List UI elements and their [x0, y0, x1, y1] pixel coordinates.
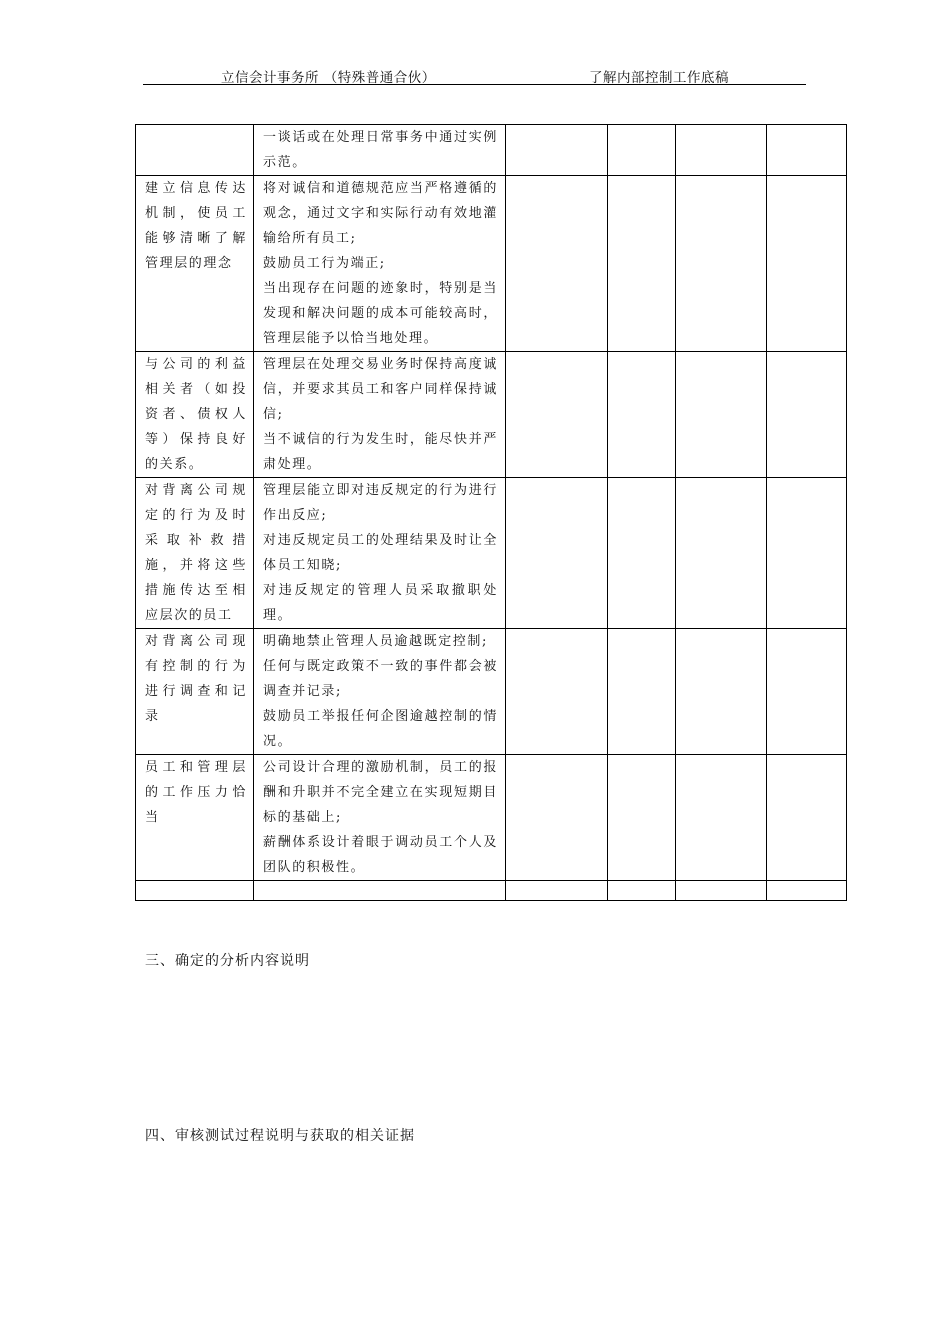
control-description-text: 一谈话或在处理日常事务中通过实例示范。 — [263, 130, 498, 170]
control-checklist-table — [135, 124, 847, 901]
empty-cell — [676, 478, 767, 629]
control-description-cell — [254, 881, 506, 901]
table-row — [136, 629, 847, 755]
control-description-text: 任何与既定政策不一致的事件都会被调查并记录; — [263, 659, 498, 699]
control-item-cell — [136, 629, 254, 755]
empty-cell — [608, 629, 676, 755]
empty-cell — [676, 881, 767, 901]
empty-cell — [767, 176, 847, 352]
table-row — [136, 125, 847, 176]
empty-cell — [676, 125, 767, 176]
control-description-text: 鼓励员工行为端正; — [263, 256, 386, 271]
page-header — [143, 62, 806, 85]
empty-cell — [506, 478, 608, 629]
empty-cell — [608, 755, 676, 881]
control-item-text: 对背离公司规定的行为及时采取补救措施，并将这些措施传达至相应层次的员工 — [145, 483, 247, 623]
empty-cell — [608, 478, 676, 629]
empty-cell — [506, 176, 608, 352]
control-item-text: 与公司的利益相关者（如投资者、债权人等）保持良好的关系。 — [145, 357, 247, 472]
control-description-cell — [254, 478, 506, 629]
empty-cell — [676, 755, 767, 881]
empty-cell — [608, 881, 676, 901]
control-description-text: 将对诚信和道德规范应当严格遵循的观念，通过文字和实际行动有效地灌输给所有员工; — [263, 181, 498, 246]
control-description-text: 管理层在处理交易业务时保持高度诚信，并要求其员工和客户同样保持诚信; — [263, 357, 498, 422]
section-heading-3: 三、确定的分析内容说明 — [145, 953, 310, 969]
section-heading-4: 四、审核测试过程说明与获取的相关证据 — [145, 1128, 415, 1144]
control-item-text: 建立信息传达机制，使员工能够清晰了解管理层的理念 — [145, 181, 247, 271]
table-row — [136, 881, 847, 901]
empty-cell — [676, 629, 767, 755]
table-row — [136, 176, 847, 352]
control-item-text: 员工和管理层的工作压力恰当 — [145, 760, 247, 825]
control-description-cell — [254, 352, 506, 478]
control-description-text: 当不诚信的行为发生时，能尽快并严肃处理。 — [263, 432, 498, 472]
empty-cell — [506, 352, 608, 478]
empty-cell — [767, 478, 847, 629]
control-description-text: 管理层能立即对违反规定的行为进行作出反应; — [263, 483, 498, 523]
empty-cell — [676, 352, 767, 478]
empty-cell — [506, 881, 608, 901]
firm-name: 立信会计事务所 （特殊普通合伙） — [221, 70, 436, 86]
control-description-text: 明确地禁止管理人员逾越既定控制; — [263, 634, 488, 649]
empty-cell — [676, 176, 767, 352]
control-description-cell — [254, 629, 506, 755]
control-item-cell — [136, 881, 254, 901]
empty-cell — [767, 629, 847, 755]
control-item-cell — [136, 125, 254, 176]
control-description-text: 当出现存在问题的迹象时，特别是当发现和解决问题的成本可能较高时，管理层能予以恰当地处理。 — [263, 281, 498, 346]
empty-cell — [608, 125, 676, 176]
empty-cell — [506, 755, 608, 881]
control-description-text: 对违反规定的管理人员采取撤职处理。 — [263, 583, 498, 623]
control-item-cell — [136, 478, 254, 629]
empty-cell — [767, 125, 847, 176]
empty-cell — [608, 176, 676, 352]
control-description-text: 对违反规定员工的处理结果及时让全体员工知晓; — [263, 533, 498, 573]
control-description-text: 薪酬体系设计着眼于调动员工个人及团队的积极性。 — [263, 835, 498, 875]
control-description-text: 鼓励员工举报任何企图逾越控制的情况。 — [263, 709, 498, 749]
document-title: 了解内部控制工作底稿 — [589, 70, 729, 86]
table-row — [136, 352, 847, 478]
control-description-text: 公司设计合理的激励机制，员工的报酬和升职并不完全建立在实现短期目标的基础上; — [263, 760, 498, 825]
control-item-cell — [136, 755, 254, 881]
control-item-cell — [136, 352, 254, 478]
control-description-cell — [254, 176, 506, 352]
table-row — [136, 478, 847, 629]
empty-cell — [767, 881, 847, 901]
control-item-text: 对背离公司现有控制的行为进行调查和记录 — [145, 634, 247, 724]
control-description-cell — [254, 755, 506, 881]
table-row — [136, 755, 847, 881]
empty-cell — [506, 125, 608, 176]
empty-cell — [608, 352, 676, 478]
empty-cell — [506, 629, 608, 755]
control-item-cell — [136, 176, 254, 352]
control-description-cell — [254, 125, 506, 176]
empty-cell — [767, 755, 847, 881]
empty-cell — [767, 352, 847, 478]
